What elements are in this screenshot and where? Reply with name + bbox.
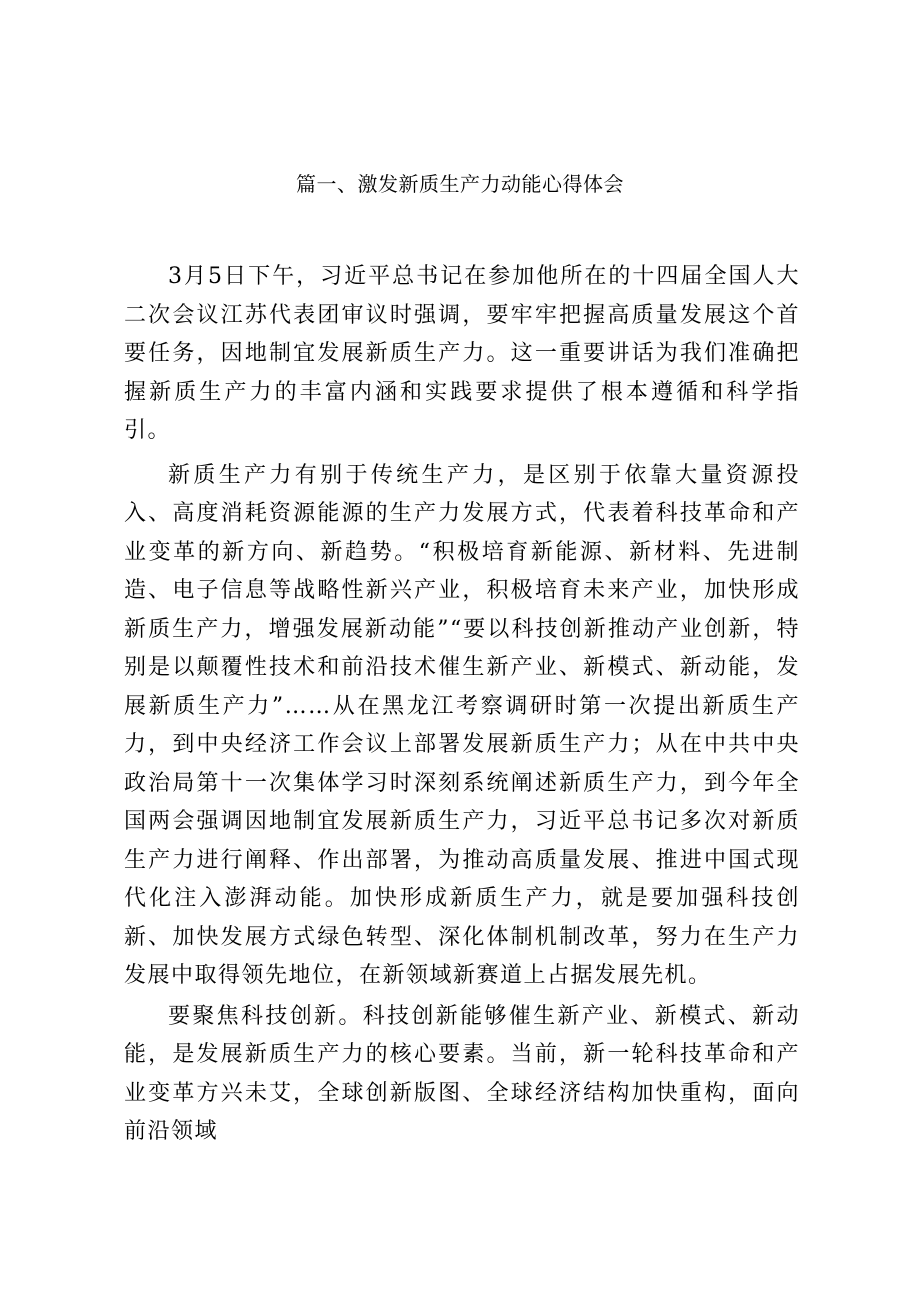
document-body — [124, 258, 800, 1160]
paragraph-1: 3月5日下午，习近平总书记在参加他所在的十四届全国人大二次会议江苏代表团审议时强调，要牢牢把握高质量发展这个首要任务，因地制宜发展新质生产力。这一重要讲话为我们准确把握新质生产力的丰富内涵和实践要求提供了根本遵循和科学指引。 — [124, 264, 800, 443]
document-title: 篇一、激发新质生产力动能心得体会 — [296, 172, 624, 196]
paragraph-3: 要聚焦科技创新。科技创新能够催生新产业、新模式、新动能，是发展新质生产力的核心要素。当前，新一轮科技革命和产业变革方兴未艾，全球创新版图、全球经济结构加快重构，面向前沿领域 — [124, 1003, 800, 1144]
paragraph-2: 新质生产力有别于传统生产力，是区别于依靠大量资源投入、高度消耗资源能源的生产力发展方式，代表着科技革命和产业变革的新方向、新趋势。“积极培育新能源、新材料、先进制造、电子信息等战略性新兴产业，积极培育未来产业，加快形成新质生产力，增强发展新动能”“要以科技创新推动产业创新，特别是以颠覆性技术和前沿技术催生新产业、新模式、新动能，发展新质生产力”……从在黑龙江考察调研时第一次提出新质生产力，到中央经济工作会议上部署发展新质生产力；从在中共中央政治局第十一次集体学习时深刻系统阐述新质生产力，到今年全国两会强调因地制宜发展新质生产力，习近平总书记多次对新质生产力进行阐释、作出部署，为推动高质量发展、推进中国式现代化注入澎湃动能。加快形成新质生产力，就是要加强科技创新、加快发展方式绿色转型、深化体制机制改革，努力在生产力发展中取得领先地位，在新领域新赛道上占据发展先机。 — [124, 462, 800, 988]
